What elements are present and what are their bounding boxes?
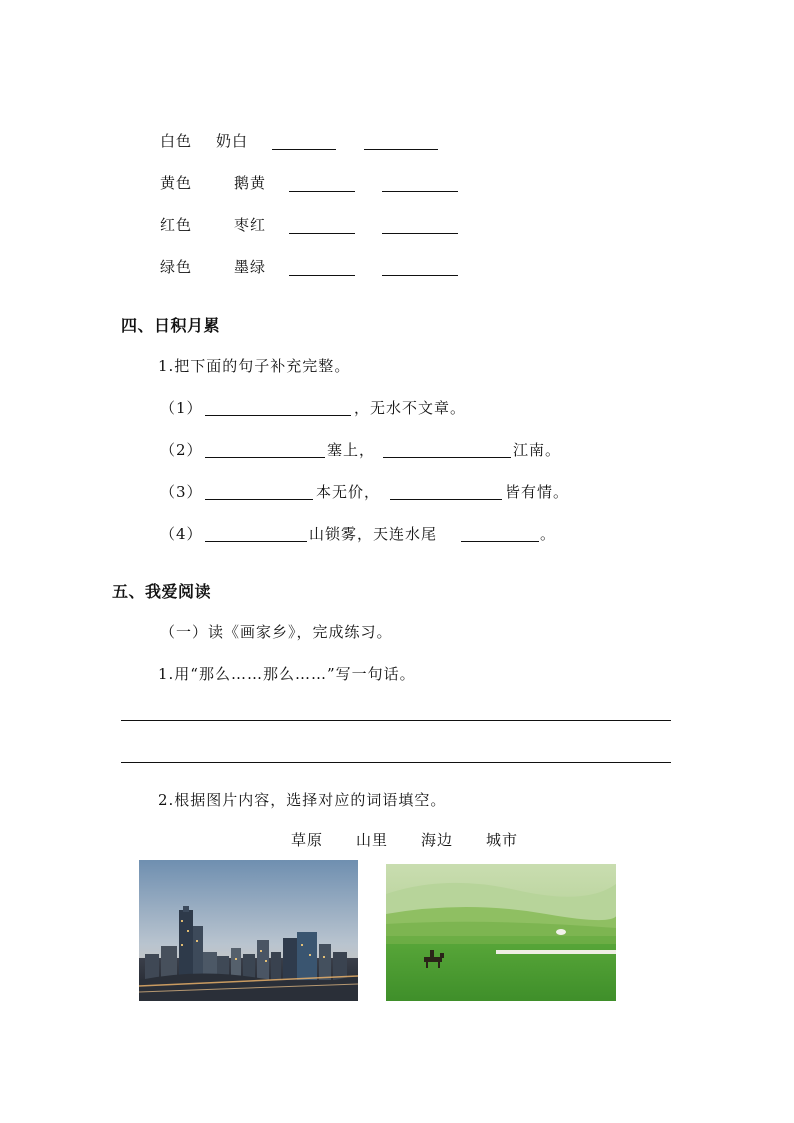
answer-blank[interactable] <box>390 485 502 500</box>
city-skyline-image <box>139 860 358 1001</box>
writing-line[interactable] <box>121 762 671 763</box>
section-title: 五、我爱阅读 <box>112 582 212 601</box>
item-number: （2） <box>160 441 203 459</box>
answer-blank[interactable] <box>289 219 355 234</box>
question-text: 2.根据图片内容，选择对应的词语填空。 <box>158 791 447 809</box>
item-text: 皆有情。 <box>505 483 570 501</box>
item-text: ，无水不文章。 <box>354 399 467 417</box>
color-category: 绿色 <box>160 258 193 276</box>
item-text: 塞上， <box>327 441 376 459</box>
item-text: 。 <box>540 525 557 543</box>
city-photo <box>139 860 358 1001</box>
answer-blank[interactable] <box>364 135 438 150</box>
item-text: 江南。 <box>513 441 562 459</box>
color-example: 枣红 <box>234 216 267 234</box>
color-category: 白色 <box>160 132 193 150</box>
word-option: 山里 <box>356 831 389 849</box>
answer-blank[interactable] <box>272 135 336 150</box>
word-option: 海边 <box>421 831 454 849</box>
answer-blank[interactable] <box>461 527 539 542</box>
answer-blank[interactable] <box>382 219 458 234</box>
question-text: 1.把下面的句子补充完整。 <box>158 357 351 375</box>
question-text: 1.用“那么……那么……”写一句话。 <box>158 665 416 683</box>
answer-blank[interactable] <box>383 443 511 458</box>
item-number: （1） <box>160 399 203 417</box>
answer-blank[interactable] <box>205 527 307 542</box>
answer-blank[interactable] <box>289 177 355 192</box>
answer-blank[interactable] <box>382 177 458 192</box>
item-number: （3） <box>160 483 203 501</box>
word-option: 草原 <box>291 831 324 849</box>
color-category: 黄色 <box>160 174 193 192</box>
item-number: （4） <box>160 525 203 543</box>
grassland-photo <box>386 864 616 1001</box>
writing-line[interactable] <box>121 720 671 721</box>
color-example: 鹅黄 <box>234 174 267 192</box>
subsection-title: （一）读《画家乡》，完成练习。 <box>160 623 393 641</box>
answer-blank[interactable] <box>205 401 351 416</box>
answer-blank[interactable] <box>382 261 458 276</box>
item-text: 山锁雾，天连水尾 <box>309 525 438 543</box>
grassland-image <box>386 864 616 1001</box>
color-example: 奶白 <box>216 132 249 150</box>
color-category: 红色 <box>160 216 193 234</box>
color-example: 墨绿 <box>234 258 267 276</box>
section-title: 四、日积月累 <box>121 316 221 335</box>
answer-blank[interactable] <box>205 443 325 458</box>
item-text: 本无价， <box>316 483 381 501</box>
answer-blank[interactable] <box>289 261 355 276</box>
word-option: 城市 <box>486 831 519 849</box>
answer-blank[interactable] <box>205 485 313 500</box>
